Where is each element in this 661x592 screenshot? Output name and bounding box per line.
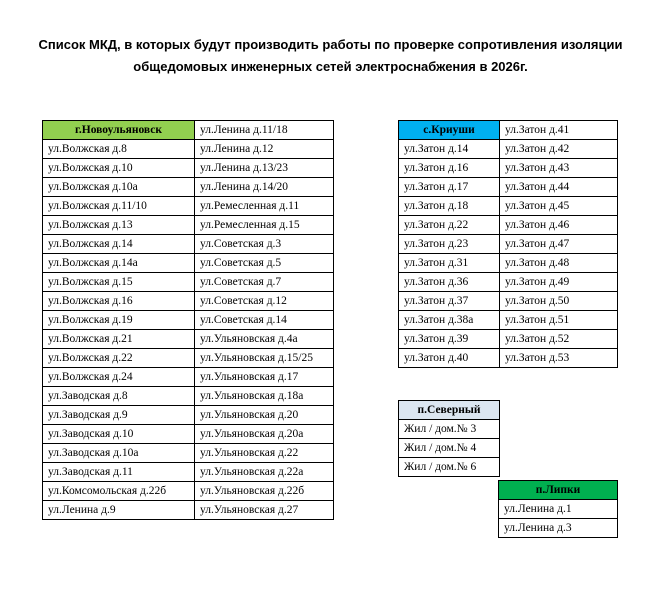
- address-cell: ул.Ульяновская д.20а: [195, 425, 334, 444]
- table-row: [43, 216, 334, 235]
- address-cell: ул.Затон д.52: [500, 330, 618, 349]
- table-row: [43, 121, 334, 140]
- address-cell: ул.Ленина д.9: [43, 501, 195, 520]
- address-cell: ул.Ульяновская д.4а: [195, 330, 334, 349]
- address-cell: ул.Затон д.47: [500, 235, 618, 254]
- address-cell: ул.Затон д.37: [399, 292, 500, 311]
- table-row: [43, 501, 334, 520]
- table-row: [43, 463, 334, 482]
- address-cell: ул.Ленина д.1: [499, 500, 618, 519]
- address-cell: ул.Волжская д.13: [43, 216, 195, 235]
- table-row: [43, 178, 334, 197]
- address-cell: ул.Затон д.14: [399, 140, 500, 159]
- address-cell: ул.Ульяновская д.22б: [195, 482, 334, 501]
- address-cell: ул.Затон д.39: [399, 330, 500, 349]
- address-cell: ул.Волжская д.8: [43, 140, 195, 159]
- address-cell: ул.Волжская д.24: [43, 368, 195, 387]
- address-cell: ул.Советская д.7: [195, 273, 334, 292]
- table-row: [43, 197, 334, 216]
- document-title: [0, 34, 661, 78]
- address-cell: ул.Комсомольская д.22б: [43, 482, 195, 501]
- address-cell: ул.Затон д.31: [399, 254, 500, 273]
- address-cell: ул.Ульяновская д.22а: [195, 463, 334, 482]
- table-row: [43, 140, 334, 159]
- address-cell: ул.Заводская д.9: [43, 406, 195, 425]
- address-cell: ул.Затон д.41: [500, 121, 618, 140]
- table-row: [43, 311, 334, 330]
- table-row: [399, 121, 618, 140]
- table-row: [43, 406, 334, 425]
- table-row: [399, 178, 618, 197]
- address-cell: ул.Волжская д.14: [43, 235, 195, 254]
- address-cell: ул.Затон д.43: [500, 159, 618, 178]
- address-cell: ул.Затон д.38а: [399, 311, 500, 330]
- address-cell: ул.Волжская д.14а: [43, 254, 195, 273]
- table-row: [399, 235, 618, 254]
- address-cell: ул.Затон д.50: [500, 292, 618, 311]
- address-cell: ул.Затон д.51: [500, 311, 618, 330]
- severny-table: [398, 400, 500, 477]
- address-cell: ул.Волжская д.10а: [43, 178, 195, 197]
- table-row: [399, 254, 618, 273]
- table-row: [43, 330, 334, 349]
- address-cell: ул.Ульяновская д.20: [195, 406, 334, 425]
- table-row: [499, 519, 618, 538]
- table-row: [43, 368, 334, 387]
- address-cell: ул.Советская д.12: [195, 292, 334, 311]
- address-cell: ул.Ремесленная д.11: [195, 197, 334, 216]
- table-row: [43, 349, 334, 368]
- table-header-row: [499, 481, 618, 500]
- address-cell: ул.Советская д.3: [195, 235, 334, 254]
- address-cell: Жил / дом.№ 3: [399, 420, 500, 439]
- address-cell: ул.Волжская д.15: [43, 273, 195, 292]
- address-cell: ул.Затон д.53: [500, 349, 618, 368]
- address-cell: ул.Ленина д.3: [499, 519, 618, 538]
- address-cell: ул.Заводская д.10а: [43, 444, 195, 463]
- table-row: [399, 216, 618, 235]
- address-cell: ул.Заводская д.10: [43, 425, 195, 444]
- table-row: [43, 292, 334, 311]
- address-cell: ул.Затон д.46: [500, 216, 618, 235]
- address-cell: ул.Волжская д.22: [43, 349, 195, 368]
- address-cell: ул.Затон д.16: [399, 159, 500, 178]
- address-cell: ул.Ленина д.11/18: [195, 121, 334, 140]
- table-row: [399, 330, 618, 349]
- lipki-header: п.Липки: [499, 481, 618, 500]
- address-cell: ул.Волжская д.10: [43, 159, 195, 178]
- table-row: [399, 458, 500, 477]
- table-row: [399, 292, 618, 311]
- address-cell: ул.Затон д.23: [399, 235, 500, 254]
- table-row: [399, 159, 618, 178]
- address-cell: Жил / дом.№ 4: [399, 439, 500, 458]
- table-row: [399, 349, 618, 368]
- table-row: [399, 420, 500, 439]
- title-line-2: общедомовых инженерных сетей электроснабжения в 2026г.: [133, 59, 528, 74]
- table-row: [43, 444, 334, 463]
- table-row: [43, 235, 334, 254]
- address-cell: ул.Ульяновская д.17: [195, 368, 334, 387]
- novoulyanovsk-header: г.Новоульяновск: [43, 121, 195, 140]
- table-row: [43, 425, 334, 444]
- address-cell: ул.Ленина д.12: [195, 140, 334, 159]
- table-row: [43, 273, 334, 292]
- address-cell: ул.Ульяновская д.15/25: [195, 349, 334, 368]
- table-row: [399, 140, 618, 159]
- address-cell: ул.Волжская д.19: [43, 311, 195, 330]
- severny-header: п.Северный: [399, 401, 500, 420]
- address-cell: ул.Советская д.5: [195, 254, 334, 273]
- address-cell: ул.Затон д.44: [500, 178, 618, 197]
- address-cell: ул.Волжская д.16: [43, 292, 195, 311]
- table-row: [43, 387, 334, 406]
- address-cell: ул.Затон д.22: [399, 216, 500, 235]
- address-cell: ул.Ленина д.14/20: [195, 178, 334, 197]
- address-cell: ул.Затон д.48: [500, 254, 618, 273]
- address-cell: ул.Ульяновская д.18а: [195, 387, 334, 406]
- address-cell: ул.Затон д.49: [500, 273, 618, 292]
- novoulyanovsk-table: [42, 120, 334, 520]
- lipki-table: [498, 480, 618, 538]
- address-cell: ул.Ленина д.13/23: [195, 159, 334, 178]
- address-cell: ул.Затон д.18: [399, 197, 500, 216]
- table-row: [43, 482, 334, 501]
- table-row: [399, 439, 500, 458]
- address-cell: ул.Заводская д.11: [43, 463, 195, 482]
- address-cell: ул.Ремесленная д.15: [195, 216, 334, 235]
- table-header-row: [399, 401, 500, 420]
- table-row: [43, 254, 334, 273]
- table-row: [43, 159, 334, 178]
- address-cell: ул.Волжская д.11/10: [43, 197, 195, 216]
- table-row: [399, 273, 618, 292]
- address-cell: ул.Советская д.14: [195, 311, 334, 330]
- address-cell: ул.Ульяновская д.22: [195, 444, 334, 463]
- address-cell: ул.Заводская д.8: [43, 387, 195, 406]
- address-cell: ул.Затон д.40: [399, 349, 500, 368]
- address-cell: ул.Затон д.17: [399, 178, 500, 197]
- address-cell: ул.Затон д.42: [500, 140, 618, 159]
- title-line-1: Список МКД, в которых будут производить работы по проверке сопротивления изоляции: [38, 37, 623, 52]
- krushi-header: с.Криуши: [399, 121, 500, 140]
- address-cell: ул.Затон д.36: [399, 273, 500, 292]
- krushi-table: [398, 120, 618, 368]
- table-row: [499, 500, 618, 519]
- table-row: [399, 311, 618, 330]
- table-row: [399, 197, 618, 216]
- address-cell: ул.Затон д.45: [500, 197, 618, 216]
- address-cell: ул.Волжская д.21: [43, 330, 195, 349]
- address-cell: Жил / дом.№ 6: [399, 458, 500, 477]
- address-cell: ул.Ульяновская д.27: [195, 501, 334, 520]
